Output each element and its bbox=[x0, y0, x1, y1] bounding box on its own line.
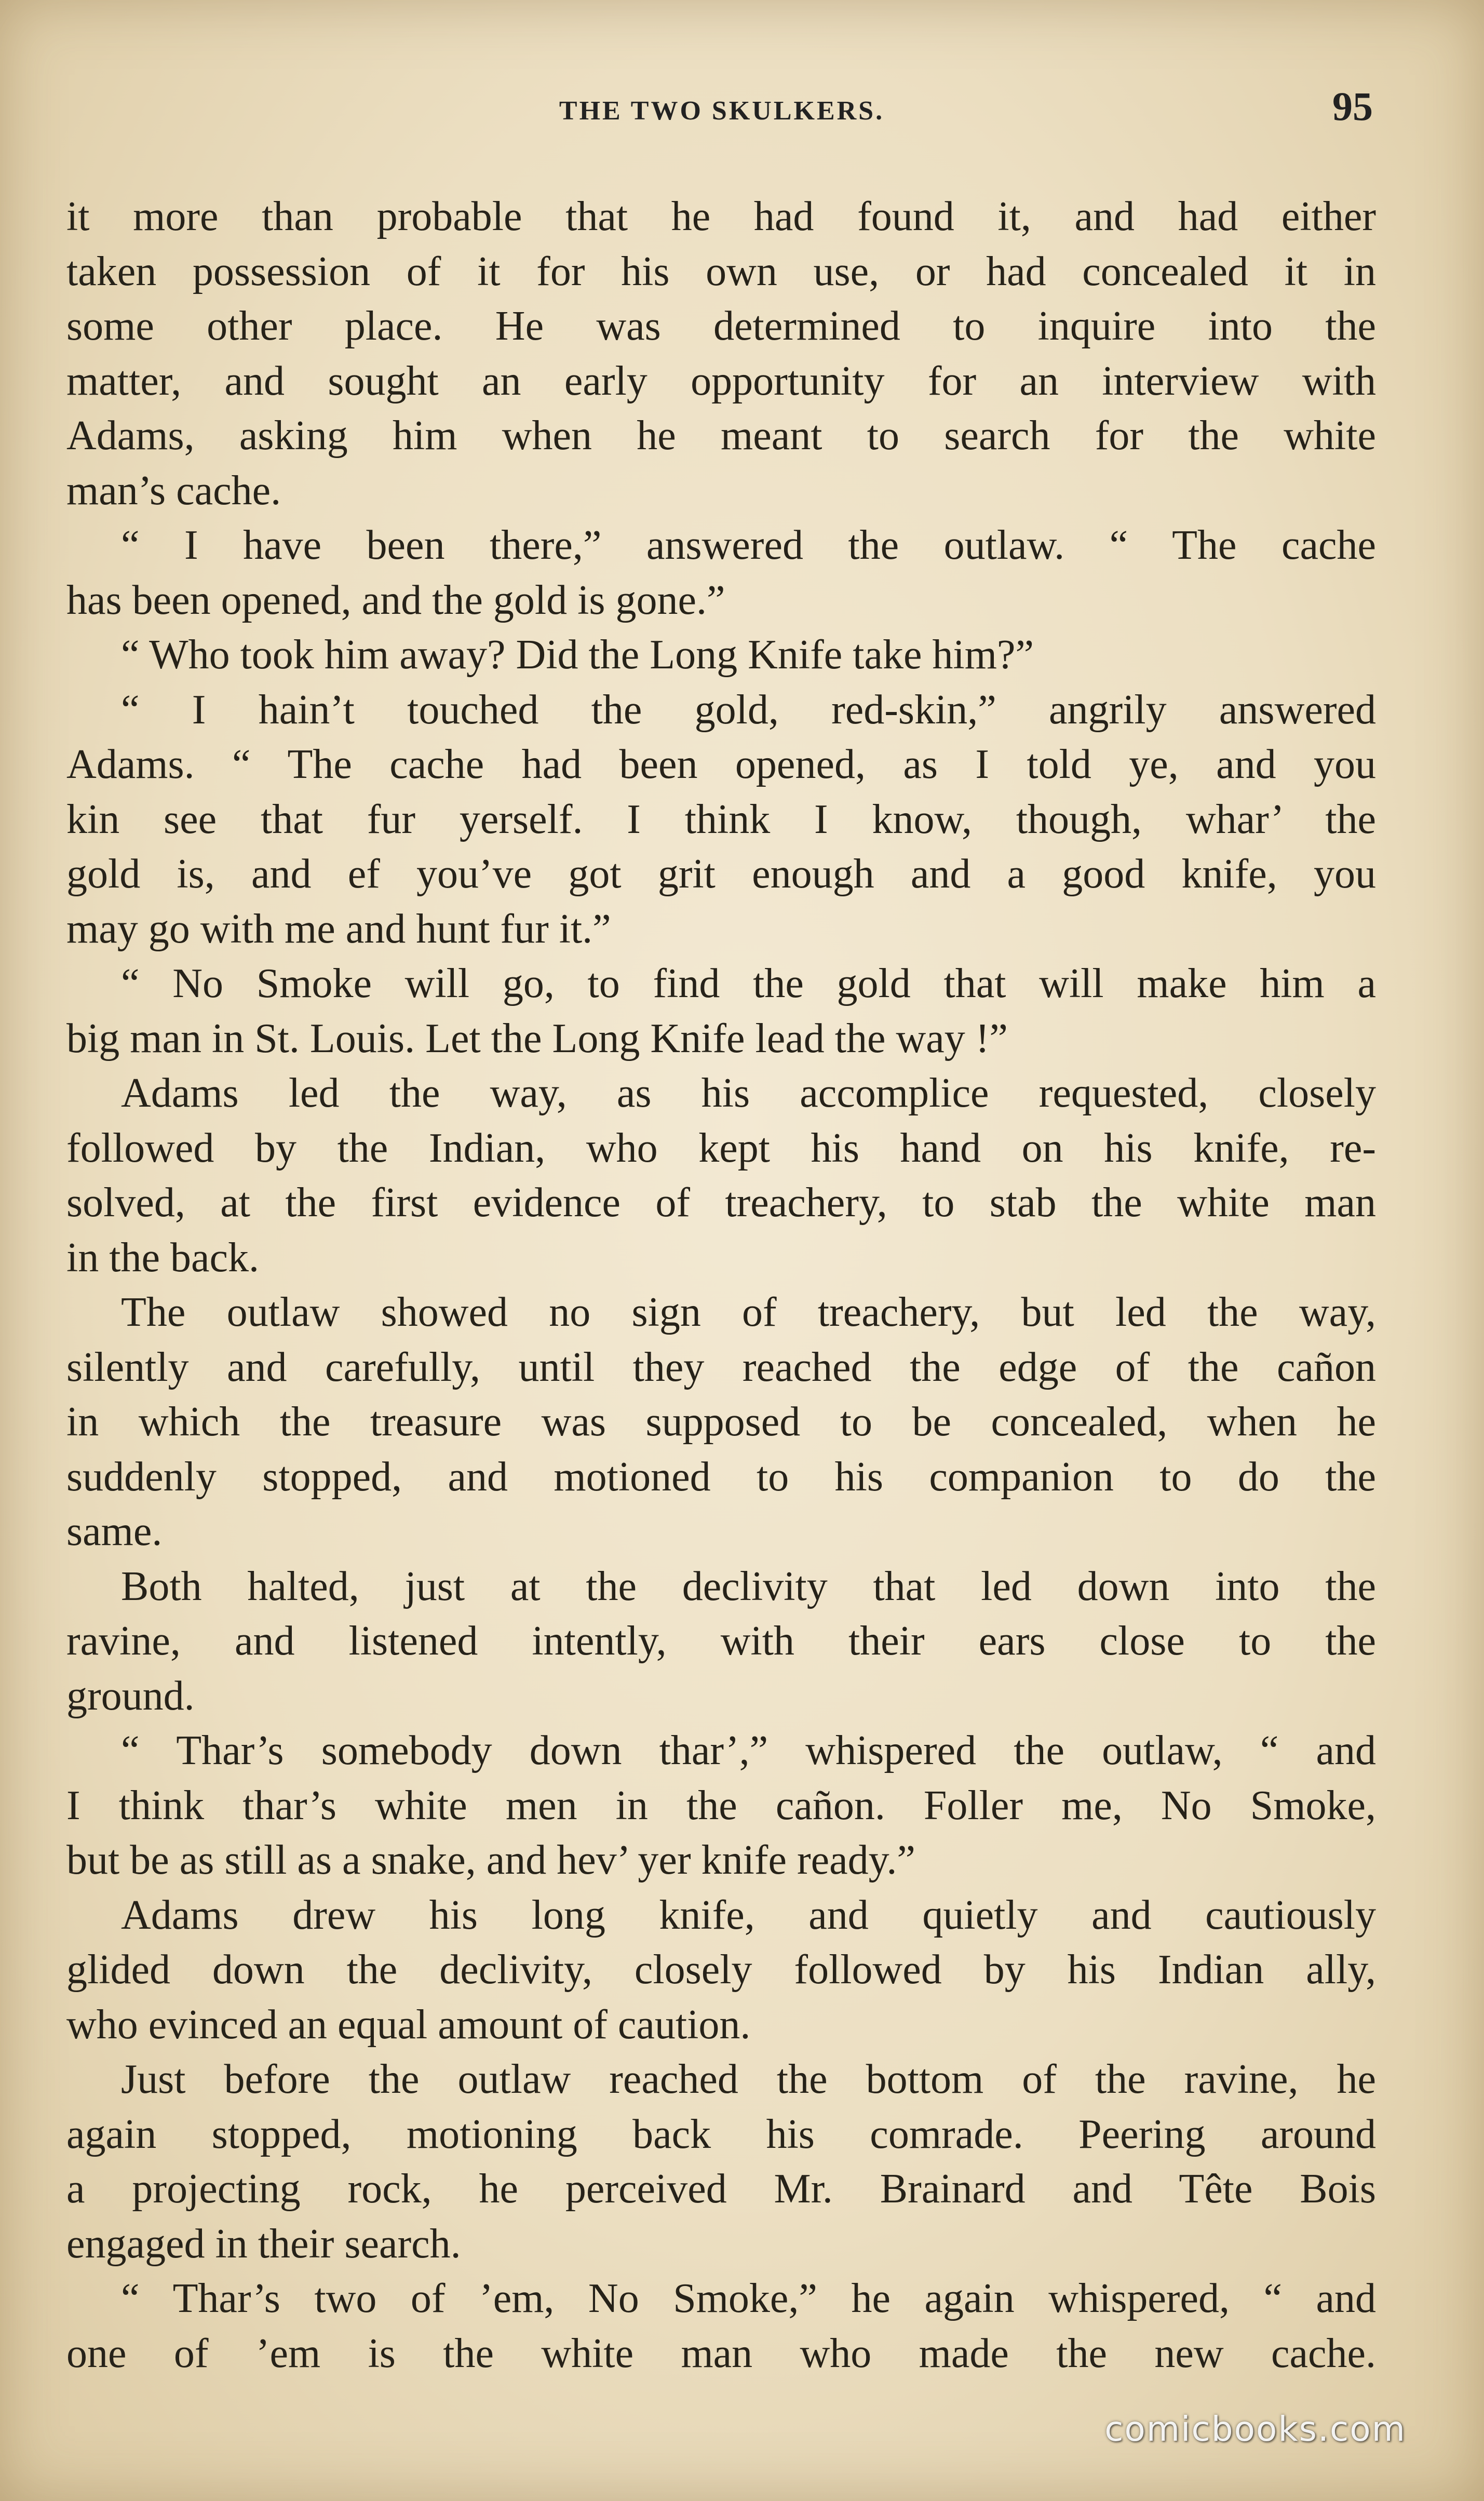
text-line: ravine, and listened intently, with their ears close to the bbox=[66, 1618, 1376, 1664]
text-line: Adams. “ The cache had been opened, as I told ye, and you bbox=[66, 742, 1376, 787]
page-number: 95 bbox=[1332, 84, 1373, 129]
text-line: Adams led the way, as his accomplice requested, closely bbox=[121, 1070, 1376, 1116]
text-line: “ I have been there,” answered the outlaw. “ The cache bbox=[121, 522, 1376, 568]
watermark: comicbooks.com bbox=[1104, 2409, 1406, 2449]
text-line: kin see that fur yerself. I think I know, though, whar’ the bbox=[66, 796, 1376, 842]
text-line: “ I hain’t touched the gold, red-skin,” angrily answered bbox=[121, 687, 1376, 733]
text-line: “ No Smoke will go, to find the gold that will make him a bbox=[121, 961, 1376, 1006]
text-line: silently and carefully, until they reached the edge of the cañon bbox=[66, 1344, 1376, 1390]
text-line: but be as still as a snake, and hev’ yer knife ready.” bbox=[66, 1837, 915, 1883]
text-line: “ Thar’s somebody down thar’,” whispered the outlaw, “ and bbox=[121, 1728, 1376, 1773]
running-head: THE TWO SKULKERS. bbox=[559, 96, 885, 126]
text-line: “ Who took him away? Did the Long Knife take him?” bbox=[121, 632, 1034, 678]
text-line: engaged in their search. bbox=[66, 2221, 461, 2267]
body-text bbox=[66, 190, 1376, 2381]
text-line: gold is, and ef you’ve got grit enough and a good knife, you bbox=[66, 851, 1376, 897]
text-line: taken possession of it for his own use, or had concealed it in bbox=[66, 248, 1376, 294]
text-line: followed by the Indian, who kept his hand on his knife, re- bbox=[66, 1125, 1376, 1171]
text-line: man’s cache. bbox=[66, 467, 281, 514]
text-line: may go with me and hunt fur it.” bbox=[66, 906, 611, 952]
text-line: Adams, asking him when he meant to search for the white bbox=[66, 413, 1376, 459]
text-line: “ Thar’s two of ’em, No Smoke,” he again whispered, “ and bbox=[121, 2276, 1376, 2321]
text-line: some other place. He was determined to inquire into the bbox=[66, 303, 1376, 349]
text-line: one of ’em is the white man who made the new cache. bbox=[66, 2330, 1376, 2376]
text-line: Adams drew his long knife, and quietly and cautiously bbox=[121, 1892, 1376, 1938]
text-line: matter, and sought an early opportunity for an interview with bbox=[66, 358, 1376, 404]
text-line: again stopped, motioning back his comrade. Peering around bbox=[66, 2111, 1376, 2157]
text-line: Both halted, just at the declivity that led down into the bbox=[121, 1563, 1376, 1609]
text-line: in the back. bbox=[66, 1234, 259, 1281]
text-line: who evinced an equal amount of caution. bbox=[66, 2001, 751, 2048]
text-line: I think thar’s white men in the cañon. Foller me, No Smoke, bbox=[66, 1782, 1376, 1828]
text-line: Just before the outlaw reached the bottom of the ravine, he bbox=[121, 2056, 1376, 2102]
page-header bbox=[68, 78, 1376, 145]
text-line: suddenly stopped, and motioned to his companion to do the bbox=[66, 1454, 1376, 1500]
text-line: a projecting rock, he perceived Mr. Brainard and Tête Bois bbox=[66, 2166, 1376, 2212]
text-line: The outlaw showed no sign of treachery, but led the way, bbox=[121, 1289, 1376, 1335]
text-line: same. bbox=[66, 1509, 163, 1554]
text-line: it more than probable that he had found it, and had either bbox=[66, 194, 1376, 239]
text-line: in which the treasure was supposed to be concealed, when he bbox=[66, 1399, 1376, 1445]
text-line: has been opened, and the gold is gone.” bbox=[66, 577, 725, 623]
text-line: big man in St. Louis. Let the Long Knife lead the way !” bbox=[66, 1015, 1008, 1061]
text-line: glided down the declivity, closely followed by his Indian ally, bbox=[66, 1947, 1376, 1993]
text-line: solved, at the first evidence of treachery, to stab the white man bbox=[66, 1180, 1376, 1226]
text-line: ground. bbox=[66, 1673, 195, 1719]
